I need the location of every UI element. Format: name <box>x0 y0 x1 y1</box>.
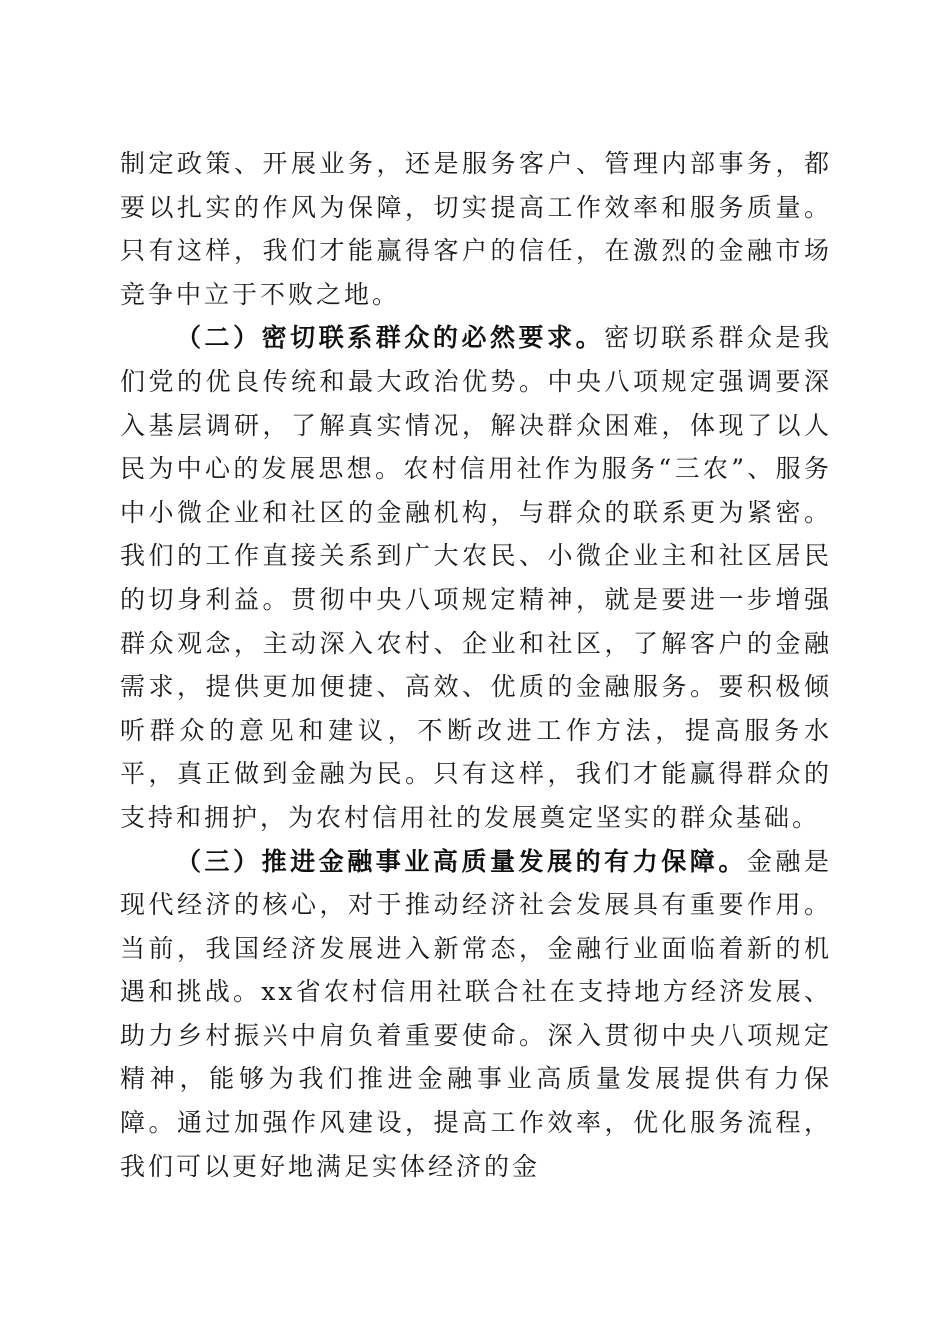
section-heading: （三）推进金融事业高质量发展的有力保障。 <box>176 846 747 876</box>
document-body <box>120 142 832 1188</box>
paragraph-text: 密切联系群众是我们党的优良传统和最大政治优势。中央八项规定强调要深入基层调研，了解真实情况，解决群众困难，体现了以人民为中心的发展思想。农村信用社作为服务“三农”、服务中小微企业和社区的金融机构，与群众的联系更为紧密。我们的工作直接关系到广大农民、小微企业主和社区居民的切身利益。贯彻中央八项规定精神，就是要进一步增强群众观念，主动深入农村、企业和社区，了解客户的金融需求，提供更加便捷、高效、优质的金融服务。要积极倾听群众的意见和建议，不断改进工作方法，提高服务水平，真正做到金融为民。只有这样，我们才能赢得群众的支持和拥护，为农村信用社的发展奠定坚实的群众基础。 <box>120 323 832 832</box>
section-heading: （二）密切联系群众的必然要求。 <box>176 323 605 353</box>
paragraph-continuation <box>120 142 832 316</box>
paragraph-section-3 <box>120 840 832 1189</box>
paragraph-text: 金融是现代经济的核心，对于推动经济社会发展具有重要作用。当前，我国经济发展进入新常态，金融行业面临着新的机遇和挑战。xx省农村信用社联合社在支持地方经济发展、助力乡村振兴中肩负着重要使命。深入贯彻中央八项规定精神，能够为我们推进金融事业高质量发展提供有力保障。通过加强作风建设，提高工作效率，优化服务流程，我们可以更好地满足实体经济的金 <box>120 846 832 1181</box>
paragraph-text: 制定政策、开展业务，还是服务客户、管理内部事务，都要以扎实的作风为保障，切实提高工作效率和服务质量。只有这样，我们才能赢得客户的信任，在激烈的金融市场竞争中立于不败之地。 <box>120 149 832 309</box>
paragraph-section-2 <box>120 316 832 839</box>
